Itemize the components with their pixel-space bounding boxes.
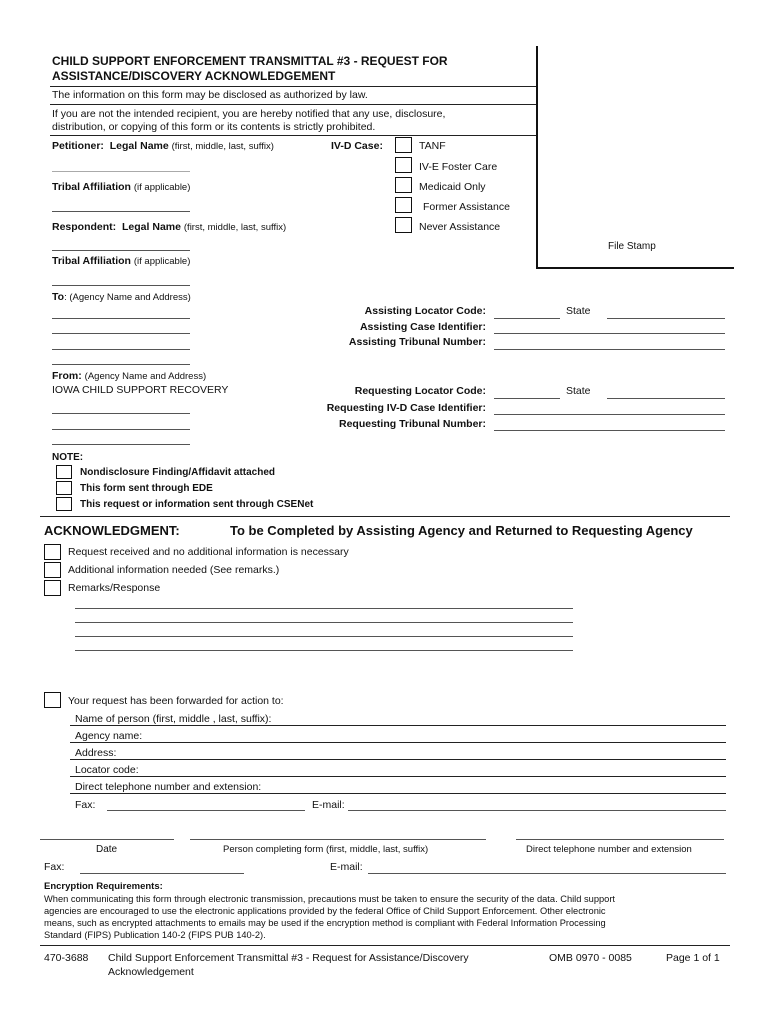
disclosure-text: The information on this form may be disclosed as authorized by law. [52,89,368,101]
signature-fax-label: Fax: [44,861,65,873]
respondent-label: Respondent: Legal Name (first, middle, last, suffix) [52,221,287,233]
file-stamp-border-left [536,46,538,268]
from-address-line[interactable] [52,413,190,414]
requesting-tribunal-label: Requesting Tribunal Number: [338,418,486,430]
divider [50,135,536,136]
assisting-locator-label: Assisting Locator Code: [364,305,486,317]
form-title-line2: ASSISTANCE/DISCOVERY ACKNOWLEDGEMENT [52,69,336,83]
ack-option-label: Remarks/Response [68,582,161,594]
footer-title-line1: Child Support Enforcement Transmittal #3 - Request for Assistance/Discovery [108,952,469,964]
forward-email-label: E-mail: [312,799,345,811]
to-address-line[interactable] [52,349,190,350]
signature-email-input[interactable] [368,873,726,874]
file-stamp-border-bottom [536,267,734,269]
forward-field-line[interactable] [70,725,726,726]
forward-fax-label: Fax: [75,799,96,811]
from-agency: IOWA CHILD SUPPORT RECOVERY [52,384,229,396]
remarks-line[interactable] [75,636,573,637]
forward-field-label: Agency name: [75,730,143,742]
assisting-tribunal-input[interactable] [494,349,725,350]
assisting-state-input[interactable] [607,318,725,319]
phone-label: Direct telephone number and extension [526,844,692,855]
forward-field-label: Address: [75,747,117,759]
forward-field-line[interactable] [70,776,726,777]
petitioner-tribal-line[interactable] [52,211,190,212]
encryption-title: Encryption Requirements: [44,881,163,892]
assisting-case-input[interactable] [494,333,725,334]
to-address-line[interactable] [52,364,190,365]
divider [50,104,536,105]
from-label: From: (Agency Name and Address) [52,370,207,382]
person-label: Person completing form (first, middle, last, suffix) [223,844,429,855]
notice-line2: distribution, or copying of this form or its contents is strictly prohibited. [52,121,376,133]
requesting-state-input[interactable] [607,398,725,399]
signature-email-label: E-mail: [330,861,363,873]
footer-divider [40,945,730,946]
ivd-never-assistance-checkbox[interactable] [395,217,412,233]
file-stamp-label: File Stamp [608,241,656,252]
requesting-locator-label: Requesting Locator Code: [354,385,486,397]
ivd-option-label: Never Assistance [419,221,501,233]
forwarded-checkbox[interactable] [44,692,61,708]
respondent-name-line[interactable] [52,250,190,251]
encryption-text: agencies are encouraged to use the electronic applications provided by the federal Office of Child Support Enforcement. Other electronic [44,906,606,916]
encryption-text: When communicating this form through electronic transmission, precautions must be taken to ensure the security of the data. Child support [44,894,616,904]
encryption-text: means, such as encrypted attachments to emails may be used if the encryption method is compliant with Federal Information Processing [44,918,606,928]
ivd-former-assistance-checkbox[interactable] [395,197,412,213]
date-label: Date [96,844,118,855]
from-address-line[interactable] [52,429,190,430]
phone-line[interactable] [516,839,724,840]
respondent-tribal-label: Tribal Affiliation (if applicable) [52,255,191,267]
ack-additional-info-checkbox[interactable] [44,562,61,578]
petitioner-name-line[interactable] [52,171,190,172]
ack-option-label: Request received and no additional information is necessary [68,546,349,558]
ack-title: ACKNOWLEDGMENT: [44,523,180,538]
note-item: This request or information sent through CSENet [80,499,314,510]
ivd-option-label: Medicaid Only [419,181,486,193]
csenet-checkbox[interactable] [56,497,72,511]
assisting-state-label: State [566,305,591,317]
forward-field-label: Direct telephone number and extension: [75,781,262,793]
petitioner-tribal-label: Tribal Affiliation (if applicable) [52,181,191,193]
nondisclosure-checkbox[interactable] [56,465,72,479]
encryption-text: Standard (FIPS) Publication 140-2 (FIPS PUB 140-2). [44,930,266,940]
forward-field-label: Name of person (first, middle , last, suffix): [75,713,272,725]
remarks-line[interactable] [75,650,573,651]
ivd-foster-care-checkbox[interactable] [395,157,412,173]
ack-subtitle: To be Completed by Assisting Agency and Returned to Requesting Agency [230,523,693,538]
form-title-line1: CHILD SUPPORT ENFORCEMENT TRANSMITTAL #3 - REQUEST FOR [52,54,448,68]
to-label: To: (Agency Name and Address) [52,291,191,303]
ivd-option-label: TANF [419,140,446,152]
ack-received-checkbox[interactable] [44,544,61,560]
forward-field-line[interactable] [70,742,726,743]
requesting-case-input[interactable] [494,414,725,415]
remarks-line[interactable] [75,622,573,623]
signature-fax-input[interactable] [80,873,244,874]
forward-email-input[interactable] [348,810,726,811]
ack-remarks-checkbox[interactable] [44,580,61,596]
ivd-option-label: IV-E Foster Care [419,161,498,173]
ede-checkbox[interactable] [56,481,72,495]
assisting-locator-input[interactable] [494,318,560,319]
requesting-case-label: Requesting IV-D Case Identifier: [326,402,486,414]
omb-number: OMB 0970 - 0085 [549,952,632,964]
note-label: NOTE: [52,452,84,463]
note-item: Nondisclosure Finding/Affidavit attached [80,467,276,478]
requesting-tribunal-input[interactable] [494,430,725,431]
person-line[interactable] [190,839,486,840]
ivd-case-label: IV-D Case: [331,140,383,152]
note-item: This form sent through EDE [80,483,213,494]
page-number: Page 1 of 1 [666,952,720,964]
assisting-tribunal-label: Assisting Tribunal Number: [348,336,486,348]
to-address-line[interactable] [52,318,190,319]
date-line[interactable] [40,839,174,840]
forwarded-label: Your request has been forwarded for action to: [68,695,284,707]
divider [50,86,536,87]
to-address-line[interactable] [52,333,190,334]
ivd-tanf-checkbox[interactable] [395,137,412,153]
from-address-line[interactable] [52,444,190,445]
forward-field-line[interactable] [70,759,726,760]
requesting-state-label: State [566,385,591,397]
forward-field-line[interactable] [70,793,726,794]
forward-fax-input[interactable] [107,810,305,811]
assisting-case-label: Assisting Case Identifier: [359,321,486,333]
ivd-medicaid-checkbox[interactable] [395,177,412,193]
ivd-option-label: Former Assistance [423,201,510,213]
requesting-locator-input[interactable] [494,398,560,399]
forward-field-label: Locator code: [75,764,139,776]
form-number: 470-3688 [44,952,89,964]
notice-line1: If you are not the intended recipient, you are hereby notified that any use, disclosure, [52,108,446,120]
footer-title-line2: Acknowledgement [108,966,194,978]
ack-option-label: Additional information needed (See remarks.) [68,564,280,576]
section-divider [40,516,730,517]
remarks-line[interactable] [75,608,573,609]
petitioner-label: Petitioner: Legal Name (first, middle, last, suffix) [52,140,274,152]
respondent-tribal-line[interactable] [52,285,190,286]
